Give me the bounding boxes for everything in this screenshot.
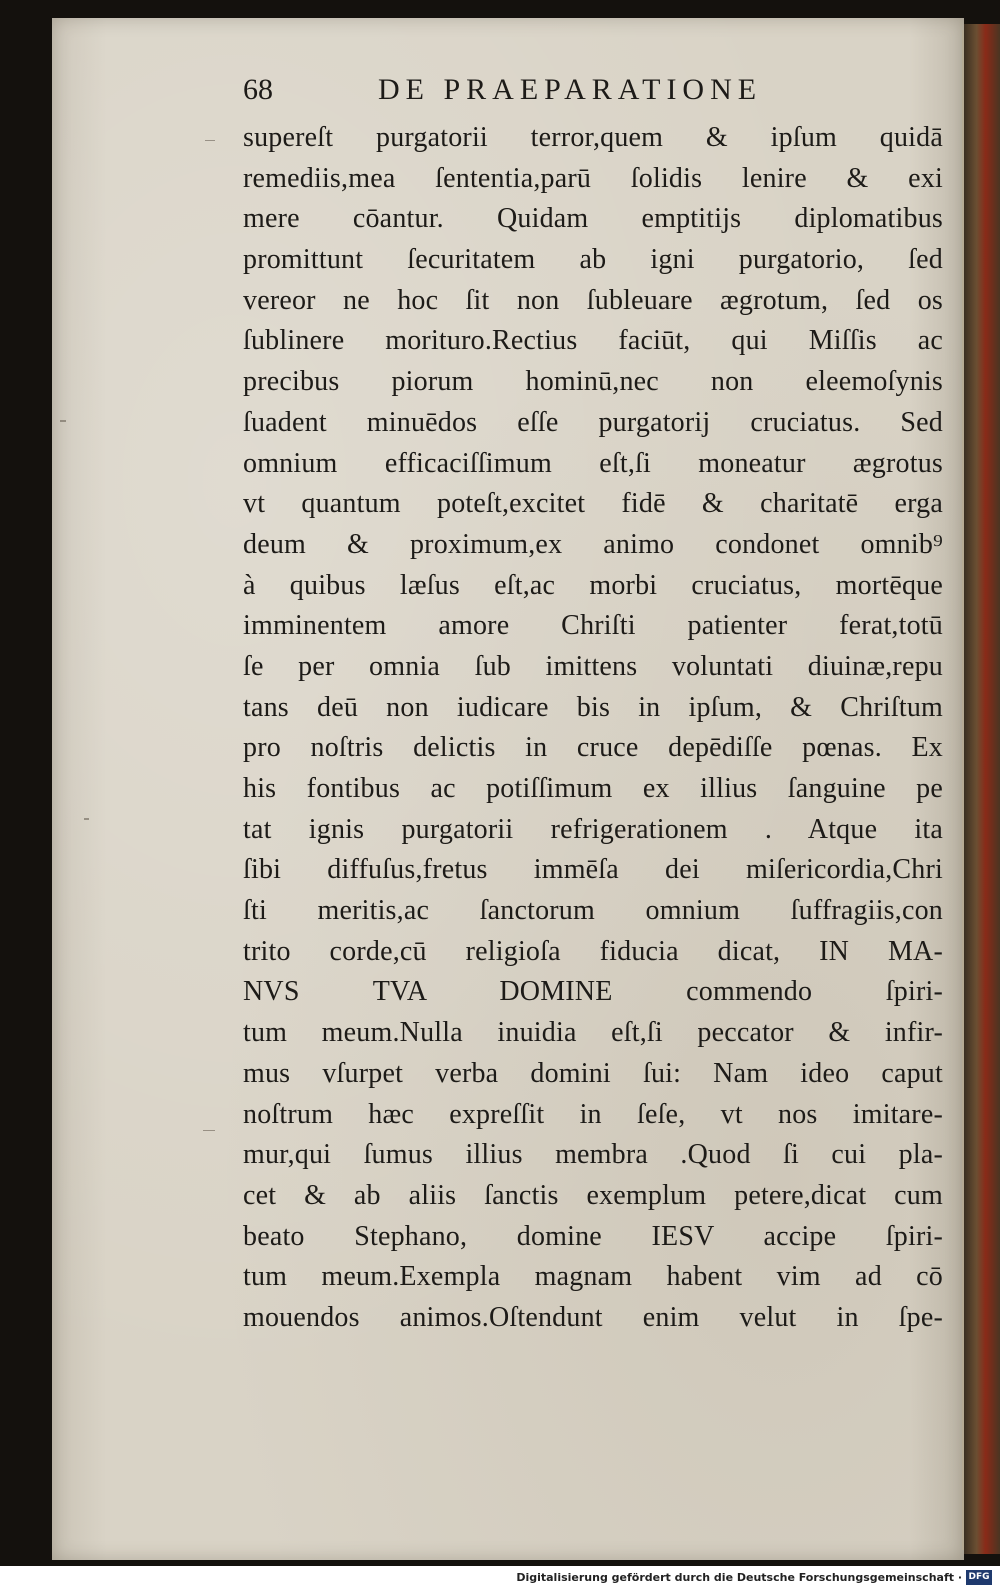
text-line: precibus piorum hominū,nec non eleemoſynis <box>243 366 943 398</box>
text-line: ſti meritis,ac ſanctorum omnium ſuffragiis,con <box>243 895 943 927</box>
text-line: mus vſurpet verba domini ſui: Nam ideo caput <box>243 1057 943 1089</box>
text-line: imminentem amore Chriſti patienter ferat,totū <box>243 610 943 642</box>
text-line: tat ignis purgatorii refrigerationem . Atque ita <box>243 813 943 845</box>
text-line: supereſt purgatorii terror,quem & ipſum quidā <box>243 122 943 153</box>
text-line: tum meum.Nulla inuidia eſt,ſi peccator & infir- <box>243 1017 943 1049</box>
text-line: cet & ab aliis ſanctis exemplum petere,dicat cum <box>243 1179 943 1211</box>
text-line: vereor ne hoc ſit non ſubleuare ægrotum, ſed os <box>243 284 943 316</box>
text-line: vt quantum poteſt,excitet fidē & charitatē erga <box>243 488 943 520</box>
margin-mark <box>205 140 215 141</box>
margin-mark <box>203 1130 215 1131</box>
book-spine <box>964 24 1000 1554</box>
text-line: trito corde,cū religioſa fiducia dicat, IN MA- <box>243 935 943 967</box>
text-line: remediis,mea ſententia,parū ſolidis lenire & exi <box>243 162 943 194</box>
text-line: à quibus læſus eſt,ac morbi cruciatus, mortēque <box>243 569 943 601</box>
text-line: mur,qui ſumus illius membra .Quod ſi cui pla- <box>243 1139 943 1171</box>
text-line: tans deū non iudicare bis in ipſum, & Chriſtum <box>243 691 943 723</box>
margin-mark <box>84 818 89 820</box>
dfg-logo: DFG <box>966 1570 992 1585</box>
margin-mark <box>60 420 66 422</box>
text-line: ſe per omnia ſub imittens voluntati diuinæ,repu <box>243 650 943 682</box>
text-block <box>243 70 943 1339</box>
text-line: beato Stephano, domine IESV accipe ſpiri- <box>243 1220 943 1252</box>
text-line: mere cōantur. Quidam emptitijs diplomatibus <box>243 203 943 235</box>
body-text <box>243 118 943 1339</box>
text-line: pro noſtris delictis in cruce depēdiſſe pœnas. Ex <box>243 732 943 764</box>
text-line: ſuadent minuēdos eſſe purgatorij cruciatus. Sed <box>243 406 943 438</box>
text-line: omnium efficaciſſimum eſt,ſi moneatur ægrotus <box>243 447 943 479</box>
page-number: 68 <box>243 73 273 106</box>
text-line: ſublinere morituro.Rectius faciūt, qui Miſſis ac <box>243 325 943 357</box>
funding-note: Digitalisierung gefördert durch die Deutsche Forschungsgemeinschaft · <box>516 1571 962 1584</box>
text-line: mouendos animos.Oſtendunt enim velut in ſpe- <box>243 1301 943 1333</box>
text-line: deum & proximum,ex animo condonet omnib⁹ <box>243 528 943 560</box>
running-head <box>243 70 943 118</box>
text-line: his fontibus ac potiſſimum ex illius ſanguine pe <box>243 773 943 804</box>
text-line: promittunt ſecuritatem ab igni purgatorio, ſed <box>243 244 943 276</box>
footer-bar <box>0 1566 1000 1591</box>
text-line: tum meum.Exempla magnam habent vim ad cō <box>243 1261 943 1293</box>
running-title: DE PRAEPARATIONE <box>378 73 763 106</box>
text-line: noſtrum hæc expreſſit in ſeſe, vt nos imitare- <box>243 1098 943 1130</box>
text-line: ſibi diffuſus,fretus immēſa dei miſericordia,Chri <box>243 854 943 886</box>
text-line: NVS TVA DOMINE commendo ſpiri- <box>243 976 943 1008</box>
